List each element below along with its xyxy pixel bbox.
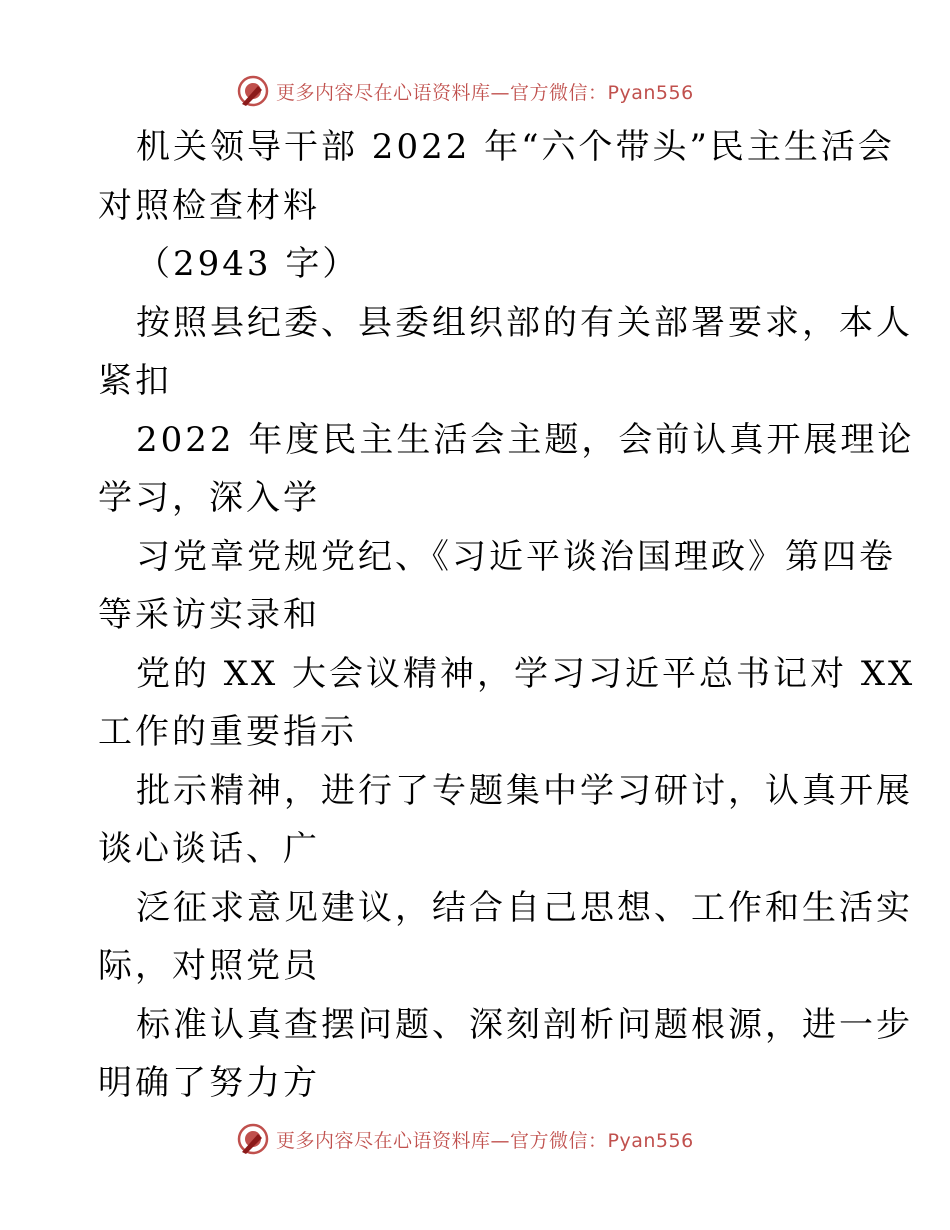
document-body	[98, 118, 916, 1113]
paragraph-line: 学习，深入学	[98, 478, 320, 518]
title-line-2: 对照检查材料	[98, 185, 320, 226]
pen-logo-icon	[236, 1122, 270, 1156]
paragraph-line: 明确了努力方	[98, 1063, 320, 1103]
paragraph-line: 按照县纪委、县委组织部的有关部署要求，本人	[136, 302, 913, 343]
paragraph-line: 2022 年度民主生活会主题，会前认真开展理论	[136, 419, 915, 460]
watermark-footer	[236, 1122, 694, 1156]
watermark-text: 更多内容尽在心语资料库—官方微信：Pyan556	[276, 81, 694, 104]
paragraph-line: 习党章党规党纪、《习近平谈治国理政》第四卷	[136, 536, 896, 577]
paragraph-line: 党的 XX 大会议精神，学习习近平总书记对 XX	[136, 653, 916, 694]
paragraph-line: 谈心谈话、广	[98, 829, 320, 869]
paragraph-line: 标准认真查摆问题、深刻剖析问题根源，进一步	[136, 1004, 913, 1045]
watermark-text: 更多内容尽在心语资料库—官方微信：Pyan556	[276, 1129, 694, 1152]
paragraph-line: 批示精神，进行了专题集中学习研讨，认真开展	[136, 770, 913, 811]
pen-logo-icon	[236, 74, 270, 108]
paragraph-line: 工作的重要指示	[98, 712, 357, 752]
paragraph-line: 紧扣	[98, 361, 172, 401]
title-line-1: 机关领导干部 2022 年“六个带头”民主生活会	[136, 127, 895, 167]
paragraph-line: 际，对照党员	[98, 946, 320, 986]
paragraph-line: 等采访实录和	[98, 595, 320, 635]
paragraph-line: 泛征求意见建议，结合自己思想、工作和生活实	[136, 887, 913, 928]
word-count: （2943 字）	[136, 244, 360, 284]
watermark-header	[236, 74, 694, 108]
